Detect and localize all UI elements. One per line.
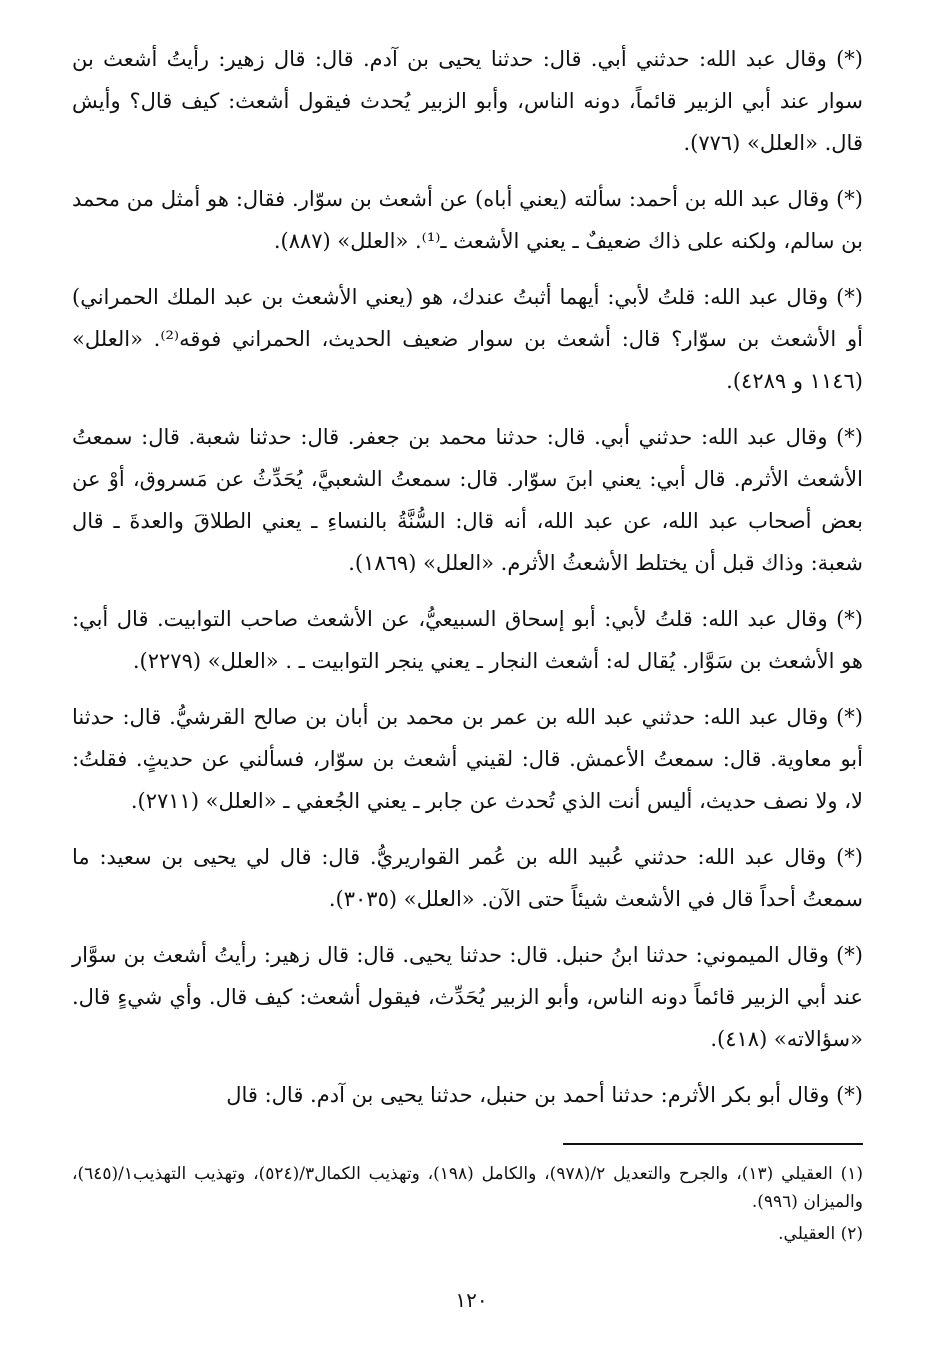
footnote-divider [563, 1143, 863, 1145]
footnote: (٢) العقيلي. [778, 1224, 863, 1244]
narration-paragraph: (*) وقال عبد الله: حدثني عُبيد الله بن عُمر القواريريُّ. قال: قال لي يحيى بن سعيد: ما سمعتُ أحداً قال في الأشعث شيئاً حتى الآن. «العلل» (٣٠٣٥). [72, 845, 863, 911]
narration-paragraph: (*) وقال عبد الله: قلتُ لأبي: أيهما أثبتُ عندك، هو (يعني الأشعث بن عبد الملك الحمراني) أو الأشعث بن سوّار؟ قال: أشعث بن سوار ضعيف الحديث، الحمراني فوقه⁽²⁾. «العلل» (١١٤٦ و ٤٢٨٩). [72, 285, 863, 393]
footnotes [72, 1160, 863, 1252]
narration-paragraph: (*) وقال أبو بكر الأثرم: حدثنا أحمد بن حنبل، حدثنا يحيى بن آدم. قال: قال [226, 1083, 863, 1107]
narration-paragraph: (*) وقال عبد الله: حدثني أبي. قال: حدثنا يحيى بن آدم. قال: قال زهير: رأيتُ أشعث بن سوار عند أبي الزبير قائماً، دونه الناس، وأبو الزبير يُحدث فيقول أشعث: كيف قال؟ وأيش قال. «العلل» (٧٧٦). [72, 47, 863, 155]
main-text [72, 38, 863, 1130]
narration-paragraph: (*) وقال عبد الله: حدثني عبد الله بن عمر بن محمد بن أبان بن صالح القرشيُّ. قال: حدثنا أبو معاوية. قال: سمعتُ الأعمش. قال: لقيني أشعث بن سوّار، فسألني عن حديثٍ. فقلتُ: لا، ولا نصف حديث، أليس أنت الذي تُحدث عن جابر ـ يعني الجُعفي ـ «العلل» (٢٧١١). [72, 705, 863, 813]
narration-paragraph: (*) وقال عبد الله: حدثني أبي. قال: حدثنا محمد بن جعفر. قال: حدثنا شعبة. قال: سمعتُ الأشعث الأثرم. قال أبي: يعني ابنَ سوّار. قال: سمعتُ الشعبيَّ، يُحَدِّثُ عن مَسروق، أوْ عن بعض أصحاب عبد الله، عن عبد الله، أنه قال: السُّنَّةُ بالنساءِ ـ يعني الطلاقَ والعدةَ ـ قال شعبة: وذاك قبل أن يختلط الأشعثُ الأثرم. «العلل» (١٨٦٩). [72, 425, 863, 575]
narration-paragraph: (*) وقال عبد الله بن أحمد: سألته (يعني أباه) عن أشعث بن سوّار. فقال: هو أمثل من محمد بن سالم، ولكنه على ذاك ضعيفٌ ـ يعني الأشعث ـ⁽¹⁾. «العلل» (٨٨٧). [72, 187, 863, 253]
page-number: ١٢٠ [455, 1288, 488, 1312]
narration-paragraph: (*) وقال عبد الله: قلتُ لأبي: أبو إسحاق السبيعيُّ، عن الأشعث صاحب التوابيت. قال أبي: هو الأشعث بن سَوَّار. يُقال له: أشعث النجار ـ يعني ينجر التوابيت ـ . «العلل» (٢٢٧٩). [72, 607, 863, 673]
narration-paragraph: (*) وقال الميموني: حدثنا ابنُ حنبل. قال: حدثنا يحيى. قال: قال زهير: رأيتُ أشعث بن سوَّار عند أبي الزبير قائماً دونه الناس، وأبو الزبير يُحَدِّث، فيقول أشعث: كيف قال. وأي شيءٍ قال. «سؤالاته» (٤١٨). [72, 943, 863, 1051]
footnote: (١) العقيلي (١٣)، والجرح والتعديل ٢/(٩٧٨)، والكامل (١٩٨)، وتهذيب الكمال٣/(٥٢٤)، وتهذيب التهذيب١/(٦٤٥)، والميزان (٩٩٦). [72, 1164, 863, 1212]
